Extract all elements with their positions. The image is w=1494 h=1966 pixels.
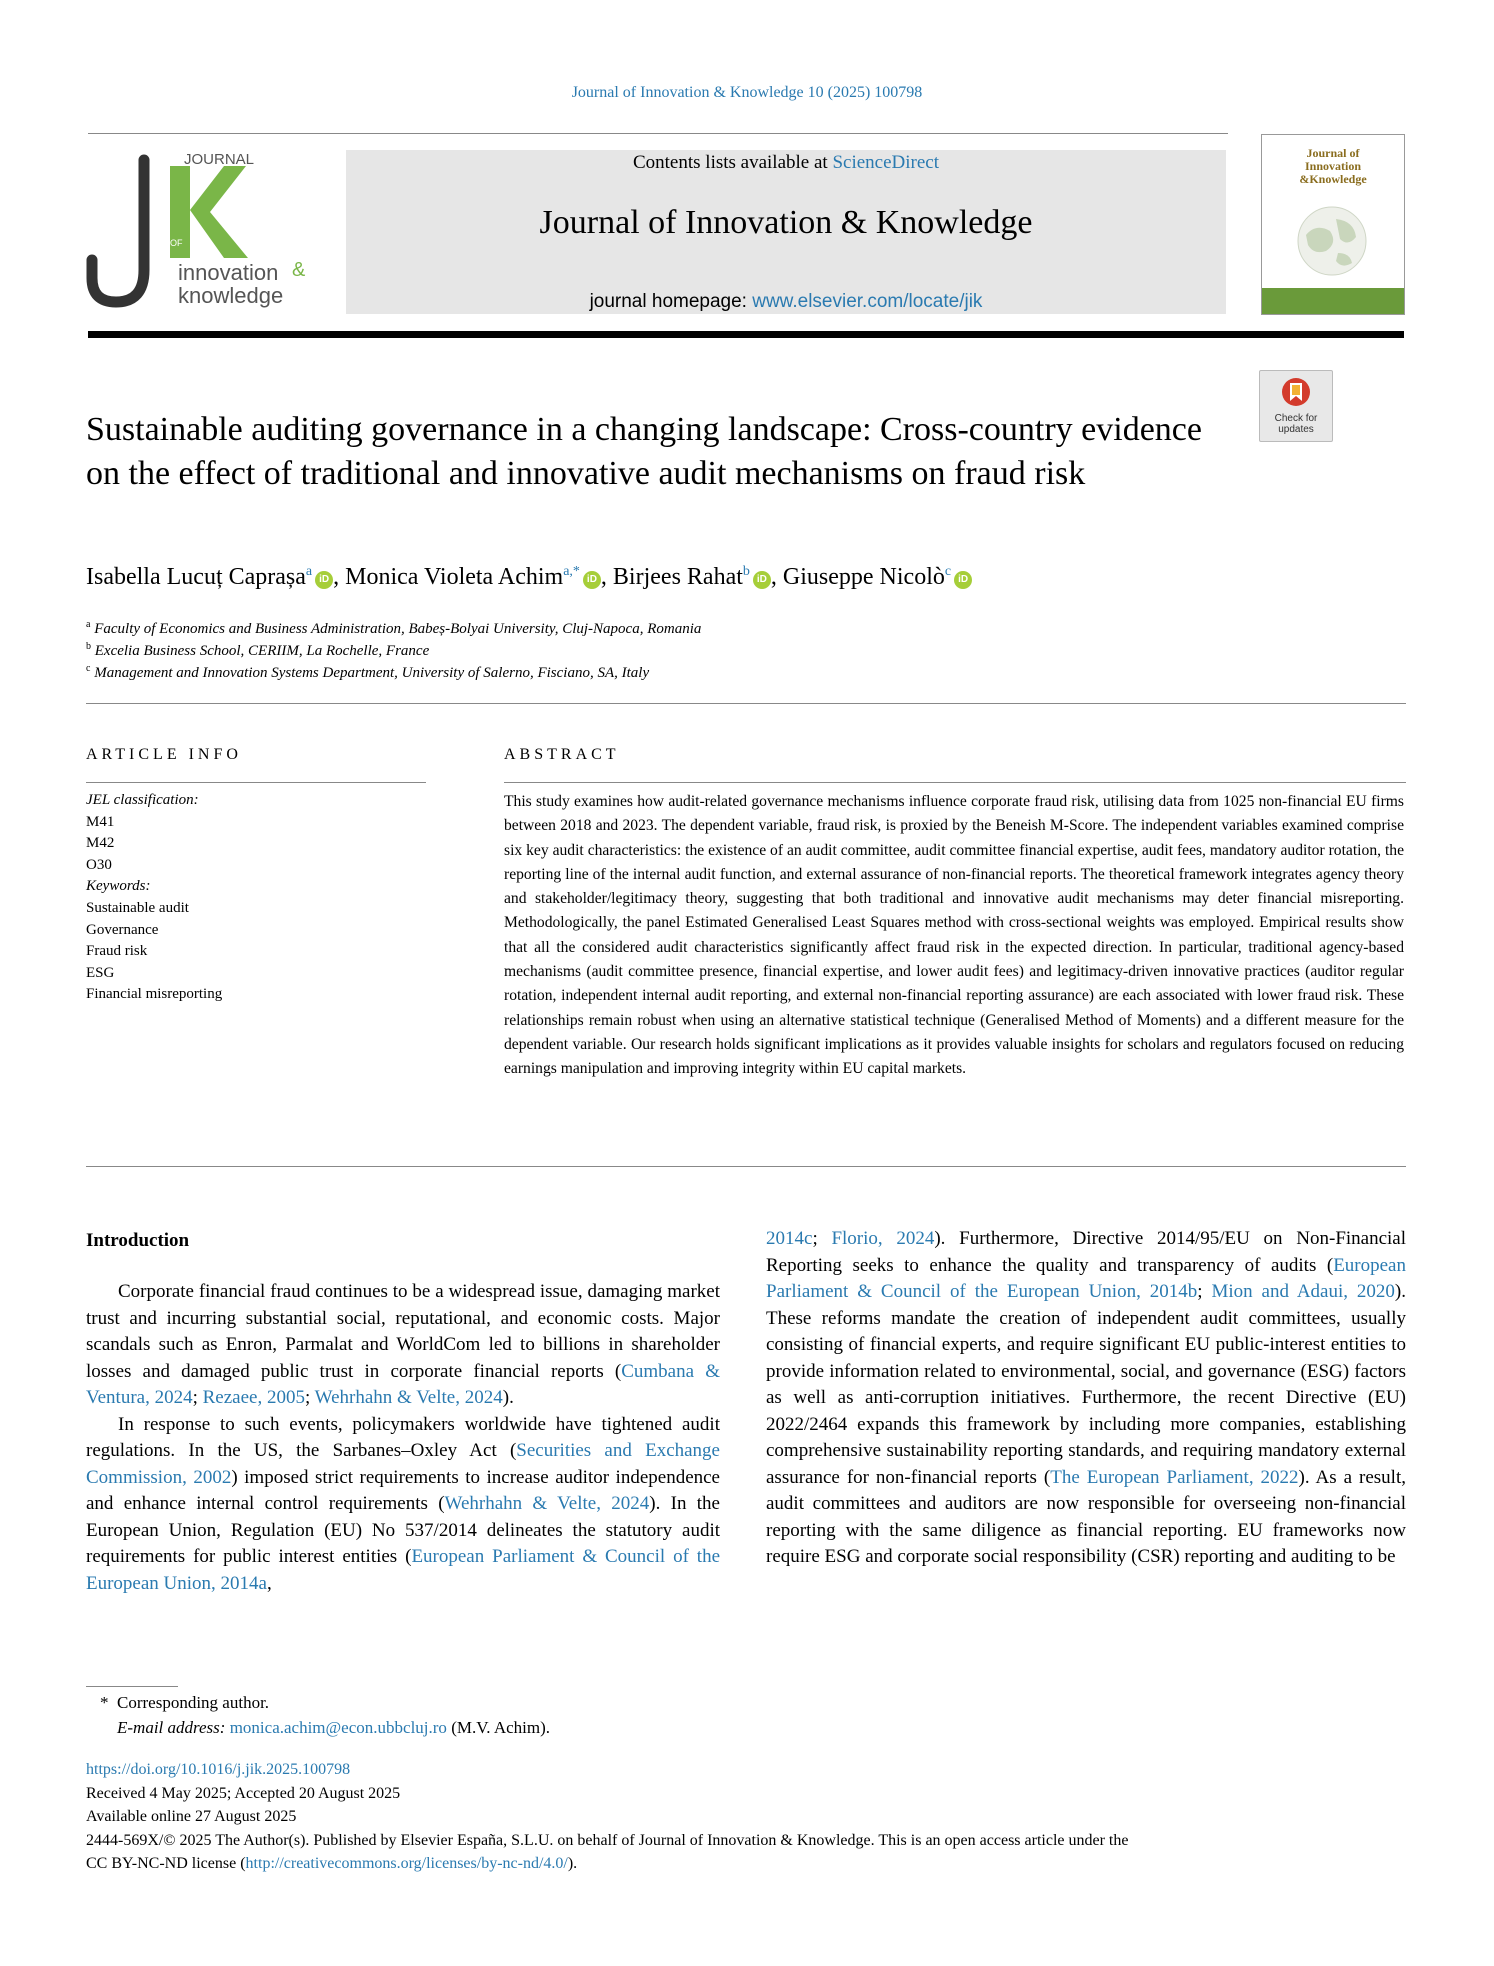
affiliation-mark: b	[86, 641, 91, 652]
check-label-line: updates	[1278, 424, 1314, 435]
journal-cover-thumbnail[interactable]	[1261, 134, 1405, 315]
paragraph: In response to such events, policymakers worldwide have tightened audit regulations. In the US, the Sarbanes–Oxley Act (Securities and Exchange Commission, 2002) imposed strict requirements to increase auditor independence and enhance internal control requirements (Wehrhahn & Velte, 2024). In the European Union, Regulation (EU) No 537/2014 delineates the statutory audit requirements for public interest entities (European Parliament & Council of the European Union, 2014a,	[86, 1413, 720, 1594]
license-prefix: CC BY-NC-ND license (	[86, 1855, 246, 1872]
orcid-icon[interactable]: iD	[954, 571, 972, 589]
divider	[504, 782, 1406, 783]
citation-link[interactable]: Wehrhahn & Velte, 2024	[444, 1493, 650, 1514]
citation-link[interactable]: Rezaee, 2005	[202, 1387, 305, 1408]
header-rule	[88, 331, 1404, 338]
author-name[interactable]: Birjees Rahat	[612, 564, 743, 590]
divider	[86, 1166, 1406, 1167]
check-for-updates-label	[1260, 413, 1332, 435]
paragraph: 2014c; Florio, 2024). Furthermore, Directive 2014/95/EU on Non-Financial Reporting seeks to enhance the quality and transparency of audits (European Parliament & Council of the European Union, 2014b; Mion and Adaui, 2020). These reforms mandate the creation of independent audit committees, usually consisting of financial experts, and require significant EU public-interest entities to provide information related to environmental, social, and governance (ESG) factors as well as anti-corruption initiatives. Furthermore, the recent Directive (EU) 2022/2464 expands this framework by including more companies, establishing comprehensive sustainability reporting standards, and requiring mandatory external assurance for non-financial reports (The European Parliament, 2022). As a result, audit committees and auditors are now responsible for overseeing non-financial reporting with the same diligence as financial reporting. EU frameworks now require ESG and corporate social responsibility (CSR) reporting and auditing to be	[766, 1228, 1407, 1567]
citation-link[interactable]: Securities and Exchange Commission, 2002	[86, 1440, 720, 1488]
orcid-icon[interactable]: iD	[753, 571, 771, 589]
jel-code: M41	[86, 813, 115, 830]
logo-text-of: OF	[170, 238, 183, 248]
keyword: Fraud risk	[86, 943, 148, 960]
citation-link[interactable]: Florio, 2024	[831, 1228, 935, 1249]
copyright-line: 2444-569X/© 2025 The Author(s). Published by Elsevier España, S.L.U. on behalf of Journal of Innovation & Knowledge. This is an open access article under the	[86, 1831, 1129, 1849]
corresponding-text: Corresponding author.	[117, 1693, 270, 1712]
affiliation-text: Excelia Business School, CERIIM, La Rochelle, France	[94, 643, 430, 659]
author-affiliation-mark[interactable]: a	[305, 564, 313, 579]
logo-text-knowledge: knowledge	[178, 283, 284, 308]
abstract-heading: ABSTRACT	[504, 746, 620, 763]
keyword: Financial misreporting	[86, 986, 223, 1003]
bookmark-icon	[1281, 377, 1311, 411]
doi-link[interactable]: https://doi.org/10.1016/j.jik.2025.100798	[86, 1761, 351, 1778]
article-info	[86, 790, 426, 1006]
citation-link[interactable]: Cumbana & Ventura, 2024	[86, 1360, 720, 1408]
homepage-prefix: journal homepage:	[589, 291, 747, 312]
cover-title	[1262, 147, 1404, 186]
footnote-rule	[86, 1686, 178, 1687]
check-for-updates-badge[interactable]	[1259, 370, 1333, 442]
sciencedirect-link[interactable]: ScienceDirect	[832, 152, 940, 173]
email-label: E-mail address:	[117, 1718, 226, 1737]
author-affiliation-mark[interactable]: a,*	[563, 564, 580, 579]
journal-title: Journal of Innovation & Knowledge	[539, 204, 1033, 241]
keyword: Sustainable audit	[86, 899, 189, 916]
author-affiliation-mark[interactable]: b	[742, 564, 750, 579]
affiliation-text: Faculty of Economics and Business Administration, Babeș-Bolyai University, Cluj-Napoca, Romania	[94, 621, 702, 637]
citation-link[interactable]: Mion and Adaui, 2020	[1211, 1281, 1395, 1302]
keyword: Governance	[86, 921, 159, 938]
divider	[86, 782, 426, 783]
cover-title-line: &Knowledge	[1299, 172, 1367, 186]
author-list: Isabella Lucuț Caprașa$^a$iD , Monica Violeta Achim$^{a,*}$iD , Birjees Rahat$^b$iD , Giuseppe Nicolò$^c$iD	[86, 564, 972, 591]
affiliation	[86, 663, 649, 682]
license-link[interactable]: http://creativecommons.org/licenses/by-nc-nd/4.0/	[245, 1855, 568, 1872]
jik-logo-graphic	[86, 152, 316, 314]
keyword: ESG	[86, 964, 115, 981]
abstract-text: This study examines how audit-related governance mechanisms influence corporate fraud risk, utilising data from 1025 non-financial EU firms between 2018 and 2023. The dependent variable, fraud risk, is proxied by the Beneish M-Score. The independent variables examined comprise six key audit characteristics: the existence of an audit committee, audit committee financial expertise, audit fees, mandatory auditor rotation, the reporting line of the internal audit function, and external assurance of non-financial reports. The theoretical framework integrates agency theory and stakeholder/legitimacy theory, suggesting that both traditional and innovative audit mechanisms may deter financial misreporting. Methodologically, the panel Estimated Generalised Least Squares method with cross-sectional weights was employed. Empirical results show that all the considered audit characteristics significantly affect fraud risk in the expected direction. In particular, traditional agency-based mechanisms (audit committee presence, financial expertise, and lower audit fees) and legitimacy-driven innovative practices (auditor regular rotation, independent internal audit reporting, and external non-financial reporting assurance) are each associated with lower fraud risk. These relationships remain robust when using an alternative statistical technique (Generalised Method of Moments) and a different measure for the dependent variable. Our research holds significant implications as it provides valuable insights for scholars and regulators focused on reducing earnings manipulation and improving integrity within EU capital markets.	[504, 793, 1404, 1078]
article-title: Sustainable auditing governance in a changing landscape: Cross-country evidence on the effect of traditional and innovative audit mechanisms on fraud risk	[86, 411, 1202, 492]
citation-link[interactable]: European Parliament & Council of the European Union, 2014a	[86, 1546, 720, 1594]
email-suffix: (M.V. Achim).	[451, 1718, 551, 1737]
citation-link[interactable]: 2014c	[766, 1228, 813, 1249]
author-name[interactable]: Isabella Lucuț Caprașa	[86, 564, 306, 590]
author-affiliation-mark[interactable]: c	[944, 564, 952, 579]
publication-info	[86, 1758, 1406, 1876]
logo-text-journal: JOURNAL	[184, 152, 255, 168]
homepage-line	[346, 291, 1226, 313]
article-info-heading: ARTICLE INFO	[86, 746, 242, 763]
divider	[86, 703, 1406, 704]
introduction-heading: Introduction	[86, 1230, 190, 1251]
jel-code: M42	[86, 835, 115, 852]
cover-globe-graphic	[1292, 201, 1372, 281]
author-name[interactable]: Monica Violeta Achim	[345, 564, 564, 590]
affiliation-text: Management and Innovation Systems Department, University of Salerno, Fisciano, SA, Italy	[94, 665, 650, 681]
orcid-icon[interactable]: iD	[583, 571, 601, 589]
corresponding-note	[100, 1690, 269, 1715]
cover-title-line: Journal of	[1306, 146, 1360, 160]
affiliation-mark: a	[86, 619, 91, 630]
affiliation-mark: c	[86, 663, 91, 674]
contents-prefix: Contents lists available at	[632, 152, 828, 173]
journal-reference: Journal of Innovation & Knowledge 10 (2025) 100798	[571, 84, 923, 101]
body-column-left	[86, 1279, 720, 1597]
contents-line	[346, 152, 1226, 174]
footnote-star: *	[100, 1693, 109, 1712]
license-suffix: ).	[567, 1855, 578, 1872]
cover-green-bar	[1262, 288, 1404, 314]
license-line	[86, 1852, 1406, 1876]
homepage-link[interactable]: www.elsevier.com/locate/jik	[752, 291, 983, 312]
cover-title-line: Innovation	[1304, 159, 1362, 173]
affiliation	[86, 641, 429, 660]
top-rule	[88, 133, 1228, 134]
citation-link[interactable]: Wehrhahn & Velte, 2024	[314, 1387, 503, 1408]
email-note	[117, 1715, 550, 1740]
keywords-label: Keywords:	[86, 878, 151, 895]
available-date: Available online 27 August 2025	[86, 1808, 297, 1825]
jel-label: JEL classification:	[86, 792, 199, 808]
paragraph: Corporate financial fraud continues to be a widespread issue, damaging market trust and incurring substantial social, reputational, and economic costs. Major scandals such as Enron, Parmalat and WorldCom led to billions in shareholder losses and damaged public trust in corporate financial reports (Cumbana & Ventura, 2024; Rezaee, 2005; Wehrhahn & Velte, 2024).	[86, 1281, 720, 1408]
journal-logo	[86, 152, 316, 314]
citation-link[interactable]: The European Parliament, 2022	[1050, 1466, 1299, 1488]
jel-code: O30	[86, 856, 112, 873]
check-label-line: Check for	[1274, 413, 1318, 424]
logo-text-innovation: innovation	[178, 260, 279, 285]
email-link[interactable]: monica.achim@econ.ubbcluj.ro	[229, 1718, 447, 1737]
received-dates: Received 4 May 2025; Accepted 20 August 2025	[86, 1784, 401, 1802]
orcid-icon[interactable]: iD	[315, 571, 333, 589]
body-column-right	[766, 1226, 1406, 1571]
citation-link[interactable]: European Parliament & Council of the European Union, 2014b	[766, 1254, 1406, 1302]
affiliation	[86, 619, 701, 638]
author-name[interactable]: Giuseppe Nicolò	[782, 564, 945, 590]
journal-banner	[346, 150, 1226, 314]
logo-text-amp: &	[292, 259, 306, 281]
